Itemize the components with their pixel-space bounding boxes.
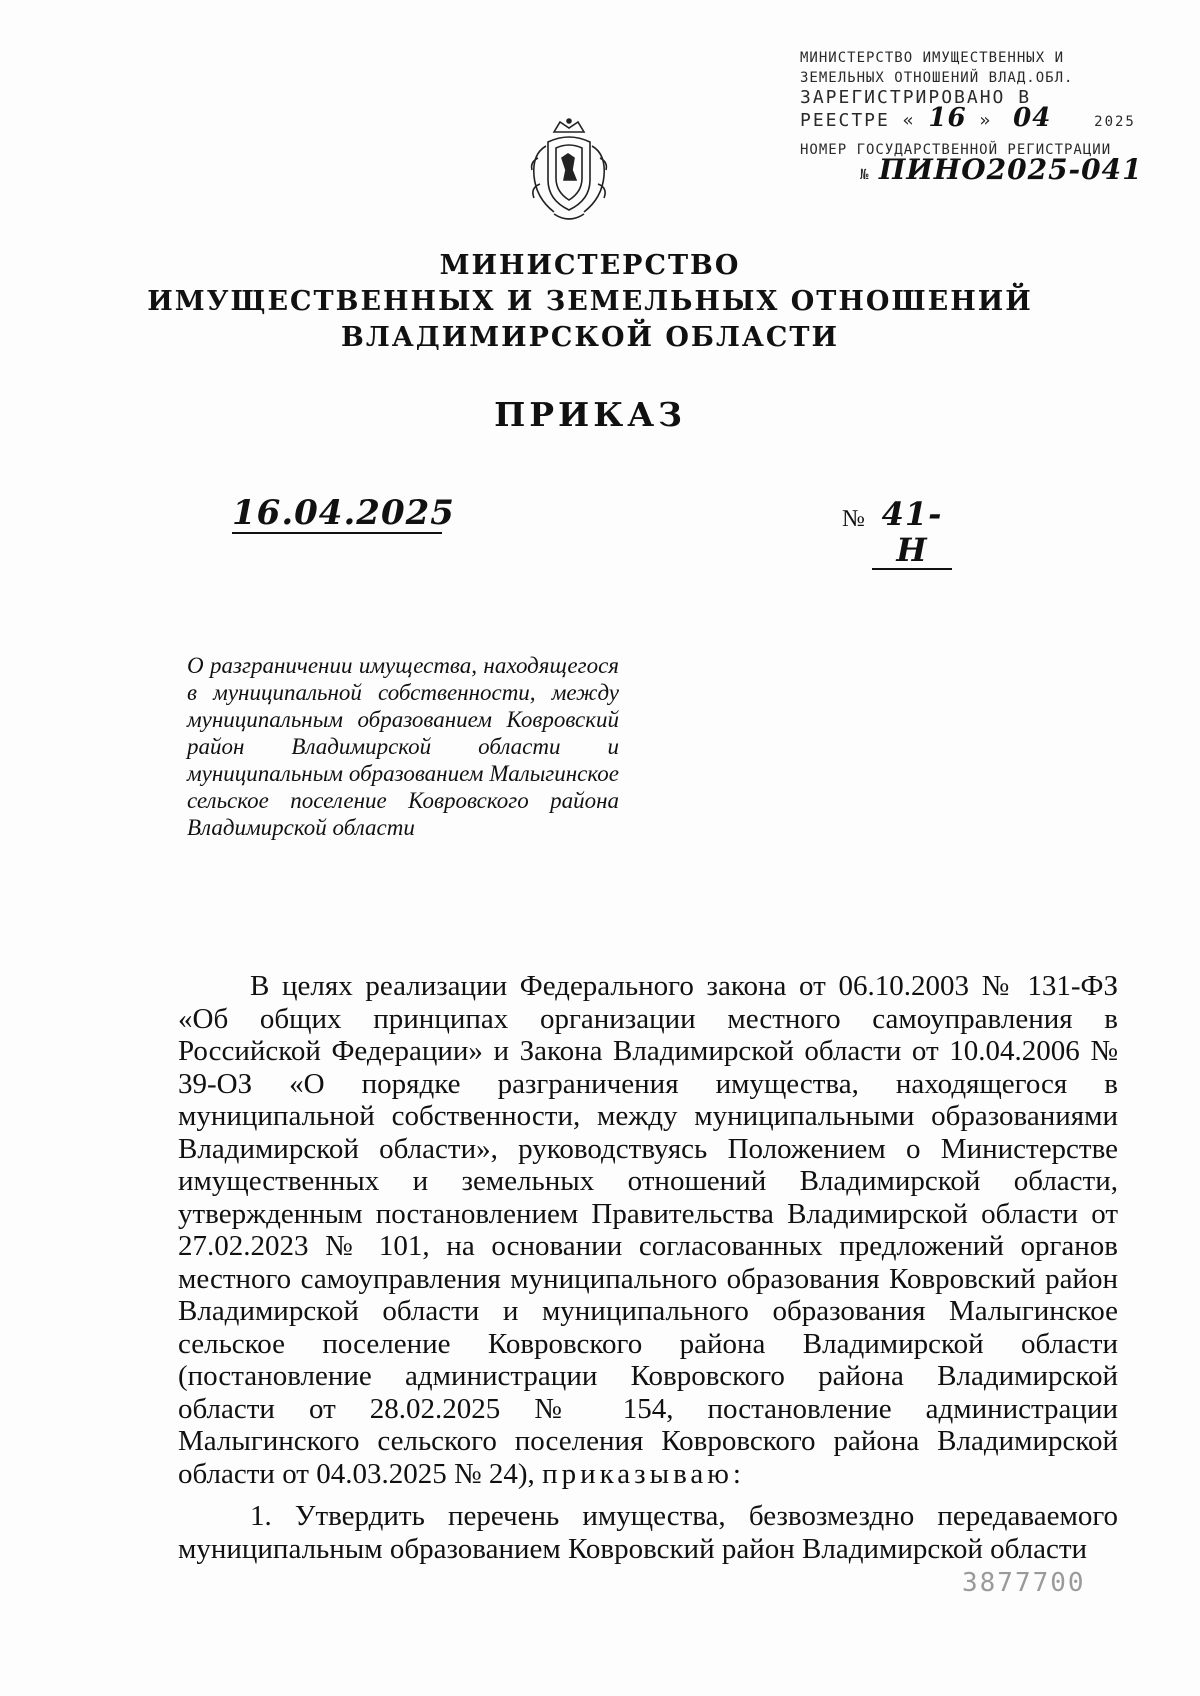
stamp-line-1: МИНИСТЕРСТВО ИМУЩЕСТВЕННЫХ И [800, 50, 1065, 66]
body-paragraph-text: В целях реализации Федерального закона от 06.10.2003 № 131-ФЗ «Об общих принципах организации местного самоуправления в Российской Федерации» и Закона Владимирской области от 10.04.2006 № 39-ОЗ «О порядке разграничения имущества, находящегося в муниципальной собственности, между муниципальными образованиями Владимирской области», руководствуясь Положением о Министерстве имущественных и земельных отношений Владимирской области, утвержденным постановлением Правительства Владимирской области от 27.02.2023 № 101, на основании согласованных предложений органов местного самоуправления муниципального образования Ковровский район Владимирской области и муниципального образования Малыгинское сельское поселение Ковровского района Владимирской области (постановление администрации Ковровского района Владимирской области от 28.02.2025 № 154, постановление администрации Малыгинского сельского поселения Ковровского района Владимирской области от 04.03.2025 № 24), [178, 970, 1118, 1490]
registration-stamp [800, 48, 1160, 185]
stamp-day-handwritten: 16 [928, 103, 967, 133]
coat-of-arms-icon [524, 118, 614, 226]
ministry-title-line-3: ВЛАДИМИРСКОЙ ОБЛАСТИ [341, 322, 839, 353]
stamp-year: 2025 [1094, 114, 1136, 130]
stamp-number-prefix: № [860, 167, 870, 183]
stamp-line-6 [800, 153, 1160, 186]
document-type: ПРИКАЗ [494, 395, 686, 434]
stamp-reestr-prefix: РЕЕСТРЕ « [800, 110, 916, 131]
order-number-handwritten: 41-Н [872, 496, 952, 570]
order-subject: О разграничении имущества, находящегося в муниципальной собственности, между муниципальным образованием Ковровский район Владимирской области и муниципальным образованием Малыгинское сельское поселение Ковровского района Владимирской области [187, 653, 619, 840]
body-paragraph [178, 970, 1118, 1490]
order-body [178, 970, 1118, 1565]
scan-code: 3877700 [962, 1568, 1086, 1598]
stamp-line-4 [800, 103, 1160, 133]
stamp-line-3: ЗАРЕГИСТРИРОВАНО В [800, 87, 1032, 108]
order-number-label: № [842, 506, 865, 532]
ministry-title-line-1: МИНИСТЕРСТВО [439, 250, 741, 281]
ministry-title-line-2: ИМУЩЕСТВЕННЫХ И ЗЕМЕЛЬНЫХ ОТНОШЕНИЙ [147, 286, 1033, 317]
stamp-reg-number-handwritten: ПИНО2025-041 [878, 153, 1143, 186]
stamp-reestr-mid: » [979, 110, 993, 131]
order-verb: приказываю: [542, 1457, 745, 1490]
stamp-month-handwritten: 04 [1013, 103, 1052, 133]
order-date-handwritten: 16.04.2025 [232, 493, 455, 533]
order-item-1: 1. Утвердить перечень имущества, безвозмездно передаваемого муниципальным образованием Ковровский район Владимирской области [178, 1500, 1118, 1565]
stamp-line-5: НОМЕР ГОСУДАРСТВЕННОЙ РЕГИСТРАЦИИ [800, 142, 1112, 158]
stamp-line-2: ЗЕМЕЛЬНЫХ ОТНОШЕНИЙ ВЛАД.ОБЛ. [800, 70, 1074, 86]
